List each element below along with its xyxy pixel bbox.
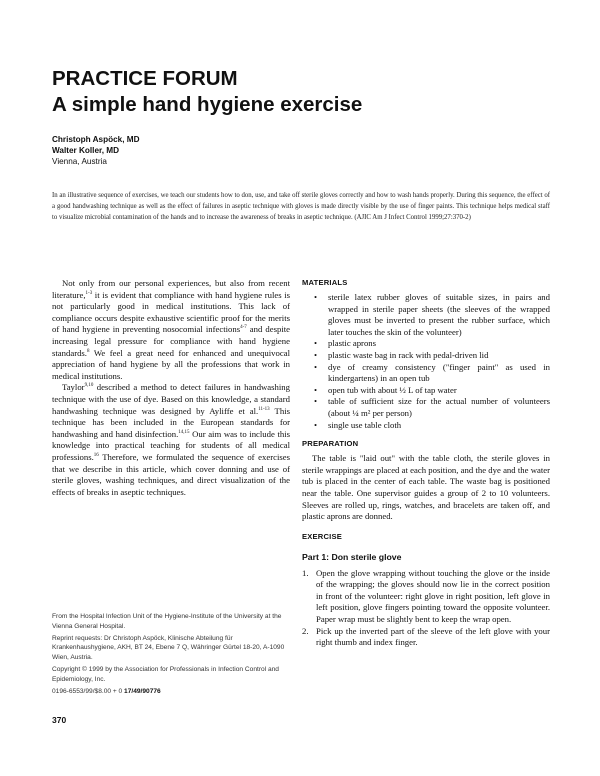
- list-item: • dye of creamy consistency ("finger paint" as used in kindergartens) in an open tub: [314, 361, 550, 384]
- list-item: 2. Pick up the inverted part of the sleeve of the left glove with your right thumb and index finger.: [302, 625, 550, 648]
- exercise-heading: EXERCISE: [302, 531, 343, 541]
- left-column: [52, 278, 290, 498]
- citation: 8: [86, 348, 90, 354]
- citation: 14,15: [178, 429, 190, 435]
- part1-heading: Part 1: Don sterile glove: [302, 551, 402, 562]
- author-name: Walter Koller, MD: [52, 146, 120, 155]
- materials-heading: MATERIALS: [302, 278, 348, 287]
- citation: 1-3: [85, 290, 93, 296]
- footnote: [52, 612, 290, 698]
- list-item: • open tub with about ½ L of tap water: [314, 384, 457, 395]
- list-item: 1. Open the glove wrapping without touching the glove or the inside of the wrapping; the gloves should now lie in the correct position in front of the volunteer: right glove in right position, left glove in left position, glove fingers pointing toward the opposite volunteer. Paper wrap must be slightly bent to keep the wrap open.: [302, 567, 550, 625]
- bullet-icon: •: [314, 349, 318, 360]
- bullet-icon: •: [314, 396, 318, 407]
- article-title: A simple hand hygiene exercise: [52, 93, 363, 116]
- citation: 16: [93, 453, 99, 459]
- intro-paragraph-2: Taylor$^{9,10}$ described a method to detect failures in handwashing technique with the use of dye. Based on this knowledge, a standard handwashing technique was designed by Ayliffe et al.$^{11-13}$ This technique has been included in the European standards for handwashing and hand disinfection.$^{14,15}$ Our aim was to include this knowledge into practical teaching for students of all medical professions.$^{16}$ Therefore, we formulated the sequence of exercises that we describe in this article, which cover donning and use of sterile gloves, washing techniques, and direct visualization of the effects of breaks in aseptic techniques.: [52, 382, 290, 497]
- citation: 4-7: [240, 325, 247, 331]
- author-block: [52, 134, 552, 167]
- bullet-icon: •: [314, 338, 318, 349]
- affiliation-note: From the Hospital Infection Unit of the Hygiene-Institute of the University at the Vienna General Hospital.: [52, 613, 282, 630]
- section-title: PRACTICE FORUM: [52, 67, 238, 90]
- intro-paragraph-1: Not only from our personal experiences, but also from recent literature,$^{1-3}$ it is evident that compliance with hand hygiene rules is not particularly good in medical institutions. This lack of compliance occurs despite exhaustive scientific proof for the merits of hand hygiene in preventing nosocomial infections$^{4-7}$ and despite increasing legal pressure for compliance with hand hygiene standards.$^8$ We feel a great need for enhanced and unequivocal appreciation of hand hygiene by all the professions that work in medical institutions.: [52, 278, 290, 381]
- list-item: • table of sufficient size for the actual number of volunteers (about ¼ m² per person): [314, 396, 550, 418]
- article-header: [52, 66, 552, 167]
- article-code: 0196-6553/99/$8.00 + 0 17/49/90776: [52, 687, 161, 695]
- step-number: 2.: [302, 625, 309, 636]
- right-column: [302, 278, 550, 649]
- bullet-icon: •: [314, 292, 318, 302]
- materials-list: [302, 292, 550, 431]
- list-item: • plastic aprons: [314, 338, 377, 349]
- list-item: • single use table cloth: [314, 419, 402, 430]
- citation: 9,10: [84, 383, 94, 389]
- list-item: • sterile latex rubber gloves of suitable sizes, in pairs and wrapped in sterile paper sheets (the sleeves of the wrapped gloves must be inverted to present the rubber surface, which later touches the skin of the volunteer): [314, 292, 550, 337]
- citation: 11-13: [258, 406, 270, 412]
- preparation-paragraph: The table is "laid out" with the table cloth, the sterile gloves in sterile wrappings are placed at each position, and the dye and the water tub is placed in the center of each table. The waste bag is positioned near the table. One supervisor guides a group of 2 to 10 volunteers. Sleeves are rolled up, rings, watches, and bracelets are taken off, and plastic aprons are donned.: [302, 453, 550, 522]
- copyright-note: Copyright © 1999 by the Association for Professionals in Infection Control and Epidemiology, Inc.: [52, 665, 279, 683]
- bullet-icon: •: [314, 419, 318, 430]
- author-location: Vienna, Austria: [52, 157, 107, 166]
- author-name: Christoph Aspöck, MD: [52, 135, 140, 144]
- page-number: 370: [52, 715, 67, 725]
- reprint-note: Reprint requests: Dr Christoph Aspöck, Klinische Abteilung für Krankenhaushygiene, AKH, BT 24, Ebene 7 Q, Währinger Gürtel 18-20, A-1090 Wien, Austria.: [52, 634, 285, 662]
- preparation-heading: PREPARATION: [302, 439, 359, 449]
- step-number: 1.: [302, 567, 309, 578]
- bullet-icon: •: [314, 384, 318, 395]
- list-item: • plastic waste bag in rack with pedal-driven lid: [314, 349, 489, 360]
- abstract: In an illustrative sequence of exercises, we teach our students how to don, use, and take off sterile gloves correctly and how to wash hands properly. During this sequence, the effect of a good handwashing technique as well as the effect of failures in aseptic technique with gloves is made directly visible by the use of finger paints. This technique helps medical staff to visualize microbial contamination of the hands and to increase the awareness of breaks in aseptic technique. (AJIC Am J Infect Control 1999;27:370-2): [52, 192, 550, 221]
- bullet-icon: •: [314, 361, 318, 372]
- steps-list: [302, 568, 550, 649]
